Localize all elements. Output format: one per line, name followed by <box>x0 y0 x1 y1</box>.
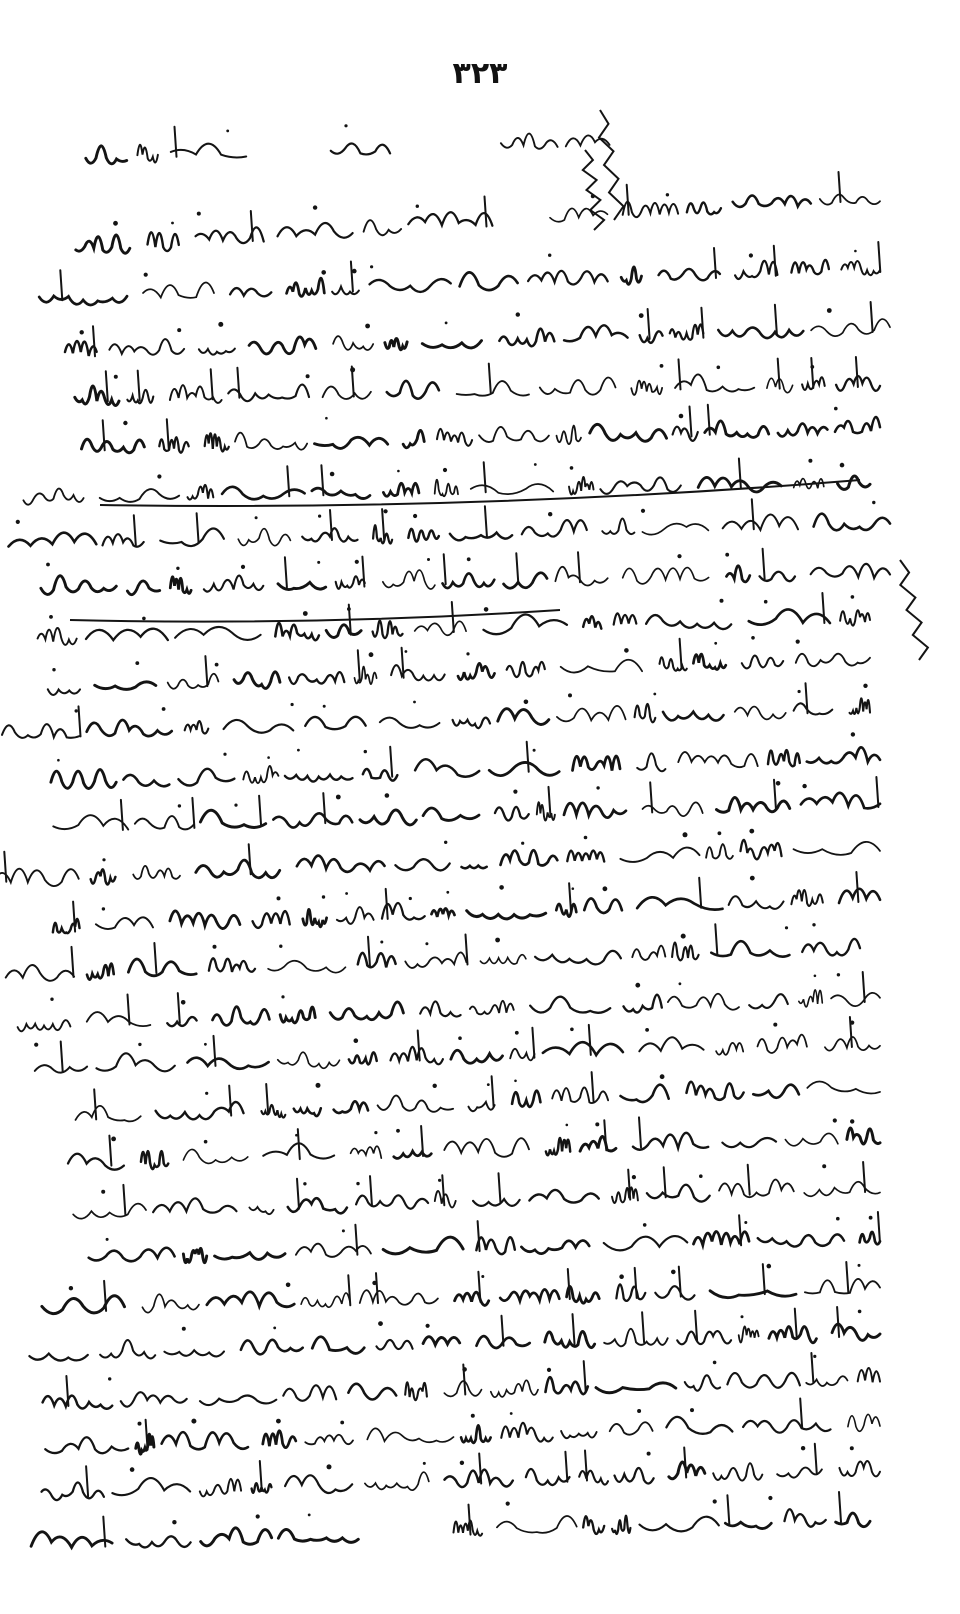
handwritten-line <box>23 459 870 505</box>
handwritten-line <box>48 636 870 695</box>
handwritten-line <box>89 1212 880 1263</box>
handwritten-line <box>65 302 890 356</box>
handwritten-line <box>42 1444 881 1500</box>
handwritten-line <box>68 1117 880 1169</box>
marginal-note <box>583 150 604 230</box>
handwritten-line <box>38 593 870 645</box>
handwritten-line <box>29 1307 880 1361</box>
handwritten-line <box>73 1162 880 1219</box>
handwritten-line <box>53 777 880 830</box>
handwritten-line <box>34 1017 880 1073</box>
handwritten-line <box>76 1072 881 1121</box>
handwritten-line <box>53 872 880 933</box>
handwritten-line <box>41 549 890 595</box>
marginal-note <box>599 110 624 220</box>
marginal-note <box>900 560 928 660</box>
handwritten-line <box>82 405 881 453</box>
handwritten-line <box>43 1353 880 1409</box>
handwritten-line <box>0 829 880 886</box>
handwritten-line <box>75 357 880 405</box>
handwritten-line <box>51 732 880 788</box>
handwritten-line <box>76 172 880 253</box>
handwritten-line <box>45 1399 880 1455</box>
handwritten-line <box>2 683 870 738</box>
handwritten-line <box>31 1492 870 1547</box>
handwritten-line <box>42 1262 880 1314</box>
handwritten-line <box>6 923 860 981</box>
handwritten-line <box>86 124 610 164</box>
handwritten-line <box>18 972 880 1031</box>
page-number: ۳۲۳ <box>452 56 508 91</box>
